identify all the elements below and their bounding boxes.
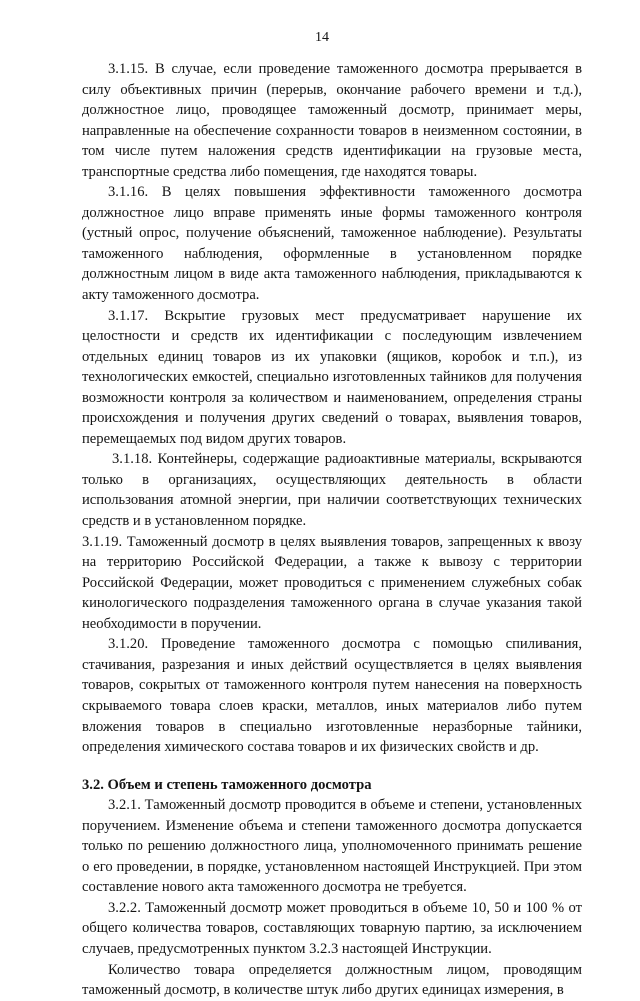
paragraph-3-1-15: 3.1.15. В случае, если проведение таможенного досмотра прерывается в силу объективных причин (перерыв, окончание рабочего времени и т.д.), должностное лицо, проводящее таможенный досмотр, принимает меры, направленные на обеспечение сохранности товаров в неизменном состоянии, в том числе путем наложения средств идентификации на грузовые места, транспортные средства либо помещения, где находятся товары. [82,61,582,180]
paragraph-3-2-2: 3.2.2. Таможенный досмотр может проводиться в объеме 10, 50 и 100 % от общего количества товаров, составляющих товарную партию, за исключением случаев, предусмотренных пунктом 3.2.3 настоящей Инструкции. [82,899,582,957]
page-number: 14 [315,30,329,45]
paragraph-3-1-16: 3.1.16. В целях повышения эффективности таможенного досмотра должностное лицо вправе применять иные формы таможенного контроля (устный опрос, получение объяснений, таможенное наблюдение). Результаты таможенного наблюдения, оформленные в установленном порядке должностным лицом в виде акта таможенного наблюдения, прикладываются к акту таможенного досмотра. [82,184,582,304]
paragraph-goods-quantity: Количество товара определяется должностным лицом, проводящим таможенный досмотр, в количестве штук либо других единицах измерения, в [82,961,582,999]
paragraph-3-1-19: 3.1.19. Таможенный досмотр в целях выявления товаров, запрещенных к ввозу на территорию Российской Федерации, а также к вывозу с территории Российской Федерации, может проводиться с применением служебных собак кинологического подразделения таможенного органа в случае указания такой необходимости в поручении. [82,533,582,632]
paragraph-3-1-20: 3.1.20. Проведение таможенного досмотра с помощью спиливания, стачивания, разрезания и иных действий осуществляется в целях выявления товаров, сокрытых от таможенного контроля путем нанесения на поверхность скрываемого товара слоев краски, металлов, иных материалов либо путем вложения товаров в специально изготовленные неразборные тайники, определения химического состава товаров и их физических свойств и др. [82,636,582,756]
paragraph-3-1-18: 3.1.18. Контейнеры, содержащие радиоактивные материалы, вскрываются только в организациях, осуществляющих деятельность в области использования атомной энергии, при наличии соответствующих технических средств и в установленном порядке. [82,451,582,530]
paragraph-3-2-1: 3.2.1. Таможенный досмотр проводится в объеме и степени, установленных поручением. Изменение объема и степени таможенного досмотра допускается только по решению должностного лица, уполномоченного принимать решение о его проведении, в порядке, установленном настоящей Инструкцией. При этом составление нового акта таможенного досмотра не требуется. [82,797,582,896]
section-heading-3-2: 3.2. Объем и степень таможенного досмотра [82,776,372,793]
document-body [82,59,582,1001]
paragraph-3-1-17: 3.1.17. Вскрытие грузовых мест предусматривает нарушение их целостности и средств их идентификации с последующим извлечением отдельных единиц товаров из их упаковки (ящиков, коробок и т.п.), из технологических емкостей, специально изготовленных тайников для получения возможности контроля за количеством и наименованием, определения страны происхождения и получения других сведений о товарах, выявления товаров, перемещаемых под видом других товаров. [82,307,582,447]
